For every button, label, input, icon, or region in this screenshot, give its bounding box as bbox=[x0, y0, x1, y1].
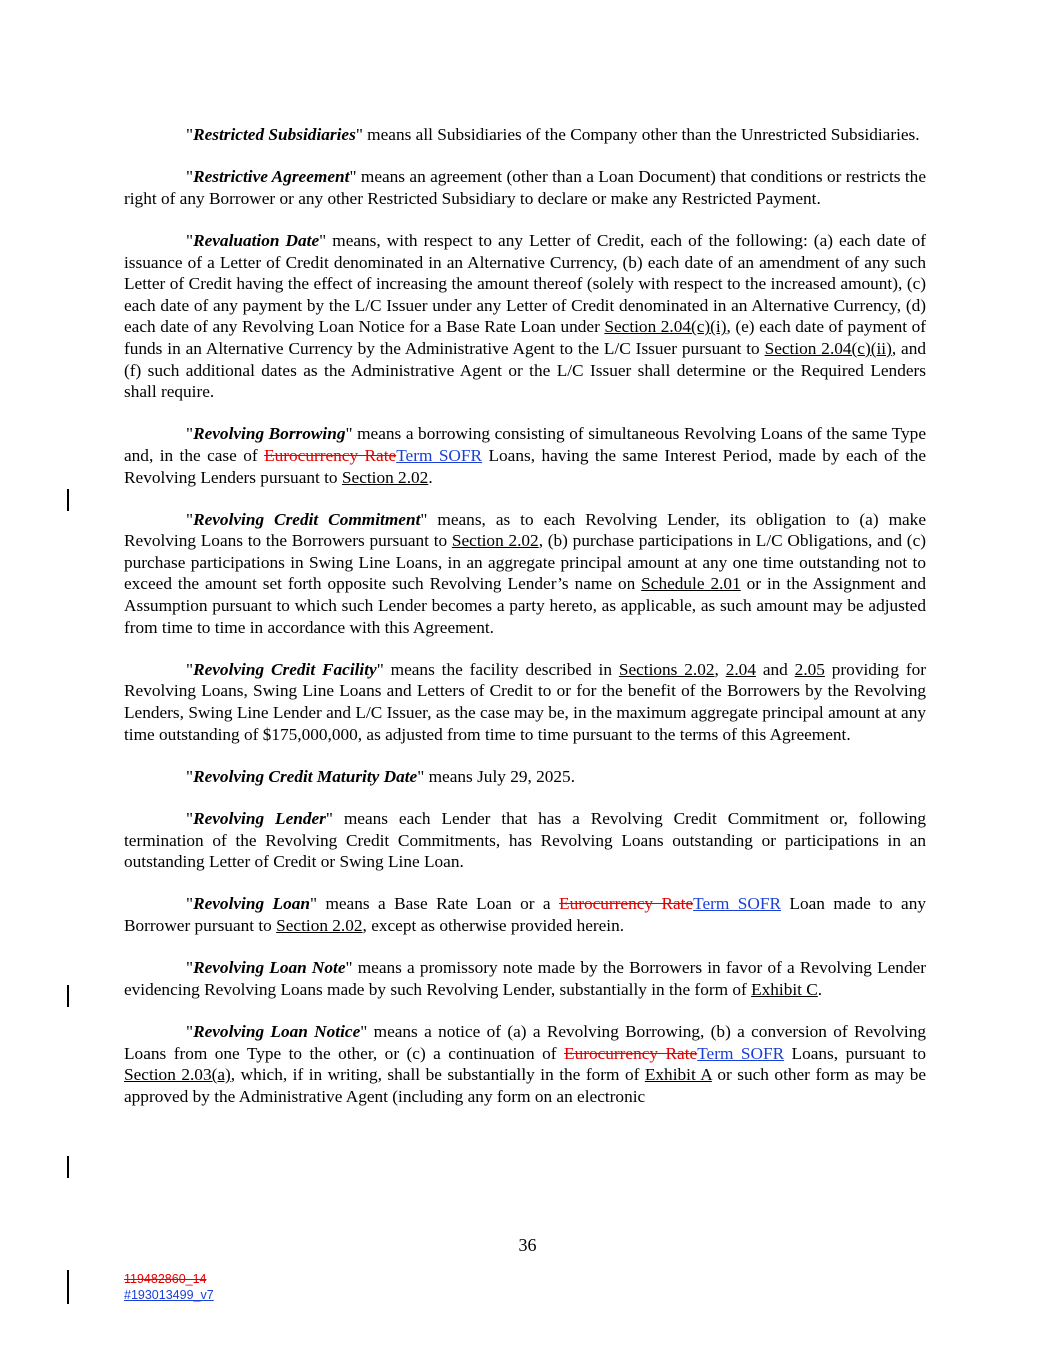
defined-term: Revaluation Date bbox=[193, 230, 320, 250]
deleted-document-id: 119482860_14 bbox=[124, 1272, 207, 1286]
page-number: 36 bbox=[518, 1235, 537, 1255]
definition-paragraph bbox=[124, 766, 926, 788]
definition-text: " bbox=[186, 167, 194, 187]
definition-text: " bbox=[186, 125, 194, 144]
defined-term: Restrictive Agreement bbox=[193, 167, 350, 187]
definition-text: Loan made to any Borrower pursuant to bbox=[124, 894, 927, 935]
definition-text: " means each Lender that has a Revolving Credit Commitment or, following termination of the Revolving Credit Commitments, has Revolving Loans outstanding or participations in an outstanding Letter of Credit or Swing Line Loan. bbox=[124, 809, 926, 872]
cross-reference: Section 2.03(a) bbox=[124, 1065, 231, 1085]
definition-text: " bbox=[186, 230, 194, 250]
defined-term: Revolving Loan bbox=[193, 894, 310, 914]
defined-term: Restricted Subsidiaries bbox=[193, 125, 356, 144]
inserted-text: Term SOFR bbox=[697, 1043, 785, 1063]
definition-paragraph bbox=[124, 509, 926, 639]
cross-reference: Section 2.02 bbox=[276, 915, 363, 935]
definition-text: . bbox=[428, 467, 433, 487]
defined-term: Revolving Borrowing bbox=[193, 424, 346, 444]
definition-text: providing for Revolving Loans, Swing Line Loans and Letters of Credit to or for the benefit of the Borrowers by the Revolving Lenders, Swing Line Lender and L/C Issuer, as the case may be, in the maximum aggregate principal amount at any time outstanding of $175,000,000, as adjusted from time to time pursuant to the terms of this Agreement. bbox=[124, 659, 927, 744]
deleted-text: Eurocurrency Rate bbox=[564, 1043, 698, 1063]
definition-text: , bbox=[714, 659, 726, 679]
definition-text: Loans, having the same Interest Period, made by each of the Revolving Lenders pursuant to bbox=[124, 445, 927, 487]
definition-text: " means, with respect to any Letter of Credit, each of the following: (a) each date of issuance of a Letter of Credit denominated in an Alternative Currency, (b) each date of an amendment of any such Letter of Credit having the effect of increasing the amount thereof (solely with respect to the increased amount), (c) each date of any payment by the L/C Issuer under any Letter of Credit denominated in an Alternative Currency, (d) each date of any Revolving Loan Notice for a Base Rate Loan under bbox=[124, 230, 926, 337]
definition-paragraph bbox=[124, 808, 926, 873]
cross-reference: Schedule 2.01 bbox=[641, 574, 741, 594]
definition-text: " bbox=[186, 659, 194, 679]
definition-text: , (b) purchase participations in L/C Obligations, and (c) purchase participations in Swing Line Loans, in an aggregate principal amount at any one time outstanding not to exceed the amount set forth opposite such Revolving Lender’s name on bbox=[124, 531, 926, 594]
definitions-body bbox=[124, 124, 926, 1128]
definition-text: " means, as to each Revolving Lender, its obligation to (a) make Revolving Loans to the Borrowers pursuant to bbox=[124, 509, 926, 551]
definition-text: " means July 29, 2025. bbox=[417, 766, 576, 786]
definition-text: Loans, pursuant to bbox=[784, 1043, 926, 1063]
definition-text: " means all Subsidiaries of the Company other than the Unrestricted Subsidiaries. bbox=[355, 125, 920, 144]
definition-text: " bbox=[186, 894, 194, 914]
cross-reference: 2.05 bbox=[794, 659, 825, 679]
defined-term: Revolving Loan Notice bbox=[193, 1021, 361, 1041]
definition-text: , which, if in writing, shall be substantially in the form of bbox=[230, 1065, 645, 1085]
definition-text: " bbox=[186, 958, 194, 978]
definition-text: " bbox=[186, 809, 194, 828]
cross-reference: Section 2.02 bbox=[451, 531, 539, 551]
definition-text: " bbox=[186, 766, 194, 786]
definition-paragraph bbox=[124, 166, 926, 209]
change-bar bbox=[67, 985, 69, 1007]
defined-term: Revolving Lender bbox=[193, 809, 326, 828]
definition-text: , and (f) such additional dates as the Administrative Agent or the L/C Issuer shall determine or the Required Lenders shall require. bbox=[124, 338, 927, 402]
inserted-text: Term SOFR bbox=[693, 894, 782, 914]
cross-reference: Section 2.02 bbox=[341, 467, 429, 487]
defined-term: Revolving Credit Commitment bbox=[193, 509, 421, 529]
definition-text: " bbox=[186, 424, 194, 444]
change-bar bbox=[67, 1156, 69, 1178]
definition-text: " means a notice of (a) a Revolving Borrowing, (b) a conversion of Revolving Loans from one Type to the other, or (c) a continuation of bbox=[124, 1021, 926, 1063]
cross-reference: Exhibit C bbox=[751, 979, 818, 999]
definition-text: , (e) each date of payment of funds in an Alternative Currency by the Administrative Agent to the L/C Issuer pursuant to bbox=[124, 317, 926, 358]
definition-text: " means an agreement (other than a Loan Document) that conditions or restricts the right of any Borrower or any other Restricted Subsidiary to declare or make any Restricted Payment. bbox=[124, 167, 926, 208]
cross-reference: Exhibit A bbox=[644, 1065, 712, 1085]
definition-text: , except as otherwise provided herein. bbox=[362, 915, 625, 935]
definition-text: " means a promissory note made by the Borrowers in favor of a Revolving Lender evidencing Revolving Loans made by such Revolving Lender, substantially in the form of bbox=[124, 958, 927, 999]
change-bar bbox=[67, 1270, 69, 1304]
definition-paragraph bbox=[124, 659, 926, 745]
definition-text: " means the facility described in bbox=[376, 659, 619, 679]
definition-paragraph bbox=[124, 1021, 926, 1107]
cross-reference: 2.04 bbox=[725, 659, 756, 679]
inserted-document-id: #193013499_v7 bbox=[124, 1288, 214, 1302]
definition-text: or such other form as may be approved by the Administrative Agent (including any form on an electronic bbox=[124, 1065, 927, 1106]
defined-term: Revolving Credit Facility bbox=[193, 659, 377, 679]
definition-text: " bbox=[186, 1021, 194, 1041]
cross-reference: Section 2.04(c)(ii) bbox=[764, 338, 892, 358]
definition-text: " means a borrowing consisting of simultaneous Revolving Loans of the same Type and, in the case of bbox=[124, 424, 926, 465]
cross-reference: Section 2.04(c)(i) bbox=[604, 317, 727, 337]
change-bar bbox=[67, 489, 69, 511]
definition-paragraph bbox=[124, 124, 926, 146]
definition-paragraph bbox=[124, 423, 926, 488]
definition-text: and bbox=[755, 659, 795, 679]
definition-paragraph bbox=[124, 893, 926, 936]
defined-term: Revolving Credit Maturity Date bbox=[193, 766, 418, 786]
definition-text: " bbox=[186, 509, 194, 529]
deleted-text: Eurocurrency Rate bbox=[264, 445, 397, 465]
deleted-text: Eurocurrency Rate bbox=[559, 894, 694, 914]
document-id-footer bbox=[124, 1271, 214, 1303]
inserted-text: Term SOFR bbox=[396, 445, 483, 465]
defined-term: Revolving Loan Note bbox=[193, 958, 346, 978]
cross-reference: Sections 2.02 bbox=[618, 659, 715, 679]
definition-text: . bbox=[817, 979, 823, 999]
definition-text: or in the Assignment and Assumption pursuant to which such Lender becomes a party hereto, as applicable, as such amount may be adjusted from time to time in accordance with this Agreement. bbox=[124, 574, 926, 637]
definition-text: " means a Base Rate Loan or a bbox=[309, 894, 560, 914]
definition-paragraph bbox=[124, 230, 926, 403]
definition-paragraph bbox=[124, 957, 926, 1000]
